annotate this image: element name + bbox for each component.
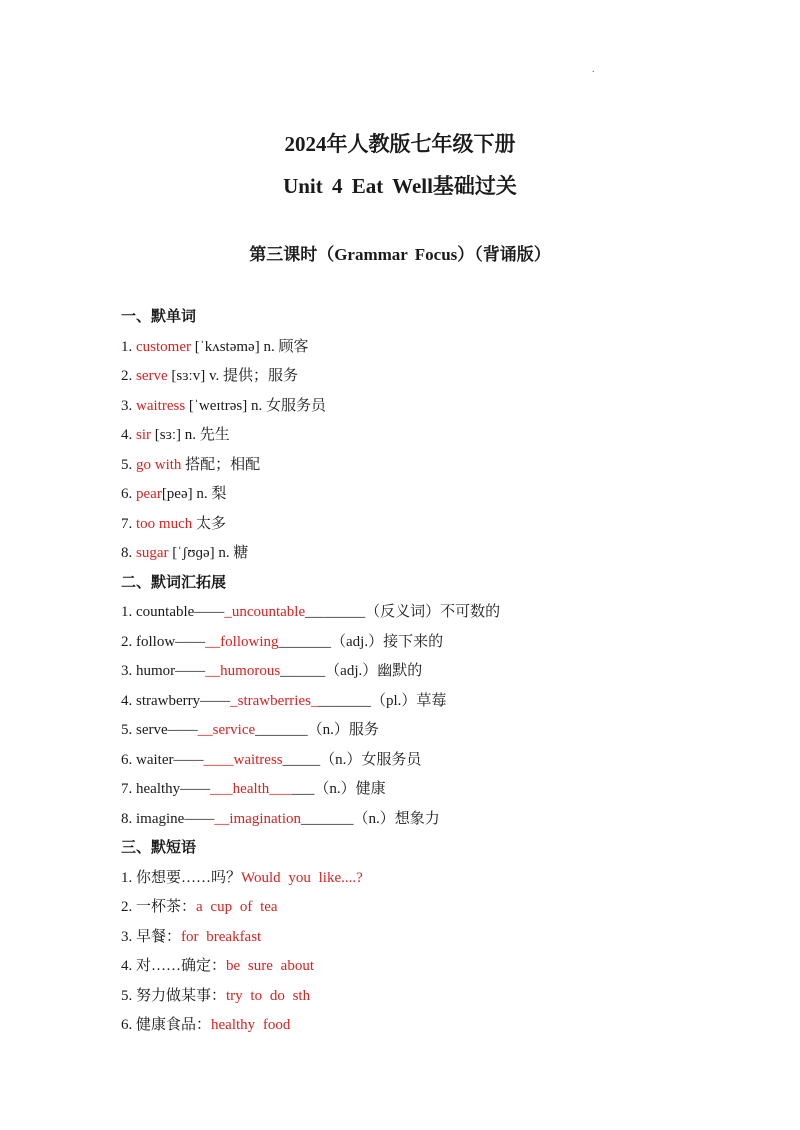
item-number: 7.: [121, 781, 133, 797]
phrase-chinese: 你想要……吗？: [136, 869, 242, 886]
list-item: [121, 778, 761, 808]
word-definition: [peə] n. 梨: [161, 486, 227, 502]
item-number: 6.: [121, 1017, 133, 1033]
answer-word: __service: [197, 722, 256, 738]
list-item: [121, 749, 761, 779]
item-number: 2.: [121, 368, 133, 384]
list-item: [121, 719, 761, 749]
list-item: [121, 424, 761, 454]
list-item: [121, 483, 761, 513]
answer-word: __imagination: [214, 810, 301, 827]
list-item: [121, 867, 761, 897]
phrase-chinese: 健康食品：: [136, 1017, 212, 1033]
item-number: 5.: [121, 722, 133, 738]
word-definition: [sɜːv] v. 提供；服务: [167, 368, 298, 384]
item-number: 5.: [121, 987, 133, 1004]
list-item: [121, 660, 761, 690]
phrase-chinese: 对……确定：: [136, 958, 227, 974]
section-heading-words: 一、默单词: [121, 309, 197, 325]
base-word: strawberry——: [136, 692, 231, 709]
base-word: countable——: [136, 604, 225, 620]
word-definition: 太多: [192, 515, 227, 532]
word-hint: _______（n.）服务: [255, 722, 379, 738]
answer-phrase: healthy food: [211, 1017, 291, 1033]
list-item: [121, 631, 761, 661]
word-hint: _______（n.）想象力: [300, 810, 440, 827]
answer-word: ____waitress: [203, 751, 283, 768]
answer-word: go with: [136, 456, 182, 473]
answer-word: waitress: [136, 397, 186, 414]
base-word: humor——: [136, 663, 206, 679]
base-word: imagine——: [136, 810, 215, 827]
answer-phrase: try to do sth: [226, 987, 311, 1004]
item-number: 2.: [121, 899, 133, 915]
item-number: 6.: [121, 486, 133, 502]
phrase-list: [121, 867, 761, 1044]
word-definition: [ˈkʌstəmə] n. 顾客: [190, 338, 309, 355]
answer-phrase: for breakfast: [181, 928, 262, 945]
word-hint: _____（n.）女服务员: [282, 751, 422, 768]
item-number: 1.: [121, 338, 133, 355]
section-heading-expansion: 二、默词汇拓展: [121, 574, 227, 591]
word-definition: 搭配；相配: [181, 456, 261, 473]
answer-word: _uncountable: [224, 604, 306, 620]
answer-word: sir: [136, 427, 151, 443]
item-number: 1.: [121, 604, 133, 620]
list-item: [121, 601, 761, 631]
list-item: [121, 542, 761, 572]
vocabulary-expansion-list: [121, 601, 761, 837]
item-number: 8.: [121, 545, 133, 561]
answer-phrase: Would you like....?: [241, 869, 363, 886]
lesson-subtitle: 第三课时（Grammar Focus）（背诵版）: [249, 245, 551, 264]
item-number: 5.: [121, 456, 133, 473]
list-item: [121, 690, 761, 720]
word-definition: [ˈʃʊɡə] n. 糖: [168, 545, 249, 561]
item-number: 7.: [121, 515, 133, 532]
answer-phrase: a cup of tea: [196, 899, 278, 915]
corner-dot: .: [592, 64, 595, 75]
base-word: follow——: [136, 633, 206, 650]
word-hint: ________（反义词）不可数的: [305, 604, 501, 620]
answer-word: too much: [136, 515, 193, 532]
list-item: [121, 955, 761, 985]
list-item: [121, 395, 761, 425]
base-word: serve——: [136, 722, 198, 738]
item-number: 8.: [121, 810, 133, 827]
word-list: [121, 336, 761, 572]
word-definition: [ˈweɪtrəs] n. 女服务员: [185, 397, 326, 414]
exercise-content: [121, 306, 761, 1044]
word-hint: ______（adj.）幽默的: [280, 663, 423, 679]
list-item: [121, 926, 761, 956]
list-item: [121, 808, 761, 838]
item-number: 4.: [121, 692, 133, 709]
answer-word: sugar: [136, 545, 169, 561]
phrase-chinese: 早餐：: [136, 928, 182, 945]
answer-word: ___health___: [210, 781, 292, 797]
item-number: 3.: [121, 928, 133, 945]
section-heading-phrases: 三、默短语: [121, 840, 197, 856]
item-number: 3.: [121, 397, 133, 414]
item-number: 4.: [121, 958, 133, 974]
word-hint: ___（n.）健康: [291, 781, 386, 797]
phrase-chinese: 努力做某事：: [136, 987, 227, 1004]
item-number: 6.: [121, 751, 133, 768]
phrase-chinese: 一杯茶：: [136, 899, 197, 915]
list-item: [121, 896, 761, 926]
answer-word: customer: [136, 338, 191, 355]
answer-phrase: be sure about: [226, 958, 314, 974]
item-number: 4.: [121, 427, 133, 443]
word-hint: _______（pl.）草莓: [318, 692, 447, 709]
list-item: [121, 336, 761, 366]
word-hint: _______（adj.）接下来的: [278, 633, 444, 650]
answer-word: _strawberries_: [230, 692, 319, 709]
item-number: 3.: [121, 663, 133, 679]
answer-word: pear: [136, 486, 162, 502]
item-number: 1.: [121, 869, 133, 886]
list-item: [121, 1014, 761, 1044]
list-item: [121, 454, 761, 484]
answer-word: serve: [136, 368, 168, 384]
document-title: 2024年人教版七年级下册: [284, 132, 516, 156]
item-number: 2.: [121, 633, 133, 650]
answer-word: __humorous: [205, 663, 281, 679]
word-definition: [sɜː] n. 先生: [151, 427, 230, 443]
list-item: [121, 365, 761, 395]
answer-word: __following: [205, 633, 279, 650]
base-word: waiter——: [136, 751, 204, 768]
unit-title: Unit 4 Eat Well基础过关: [283, 174, 517, 198]
list-item: [121, 985, 761, 1015]
base-word: healthy——: [136, 781, 211, 797]
list-item: [121, 513, 761, 543]
